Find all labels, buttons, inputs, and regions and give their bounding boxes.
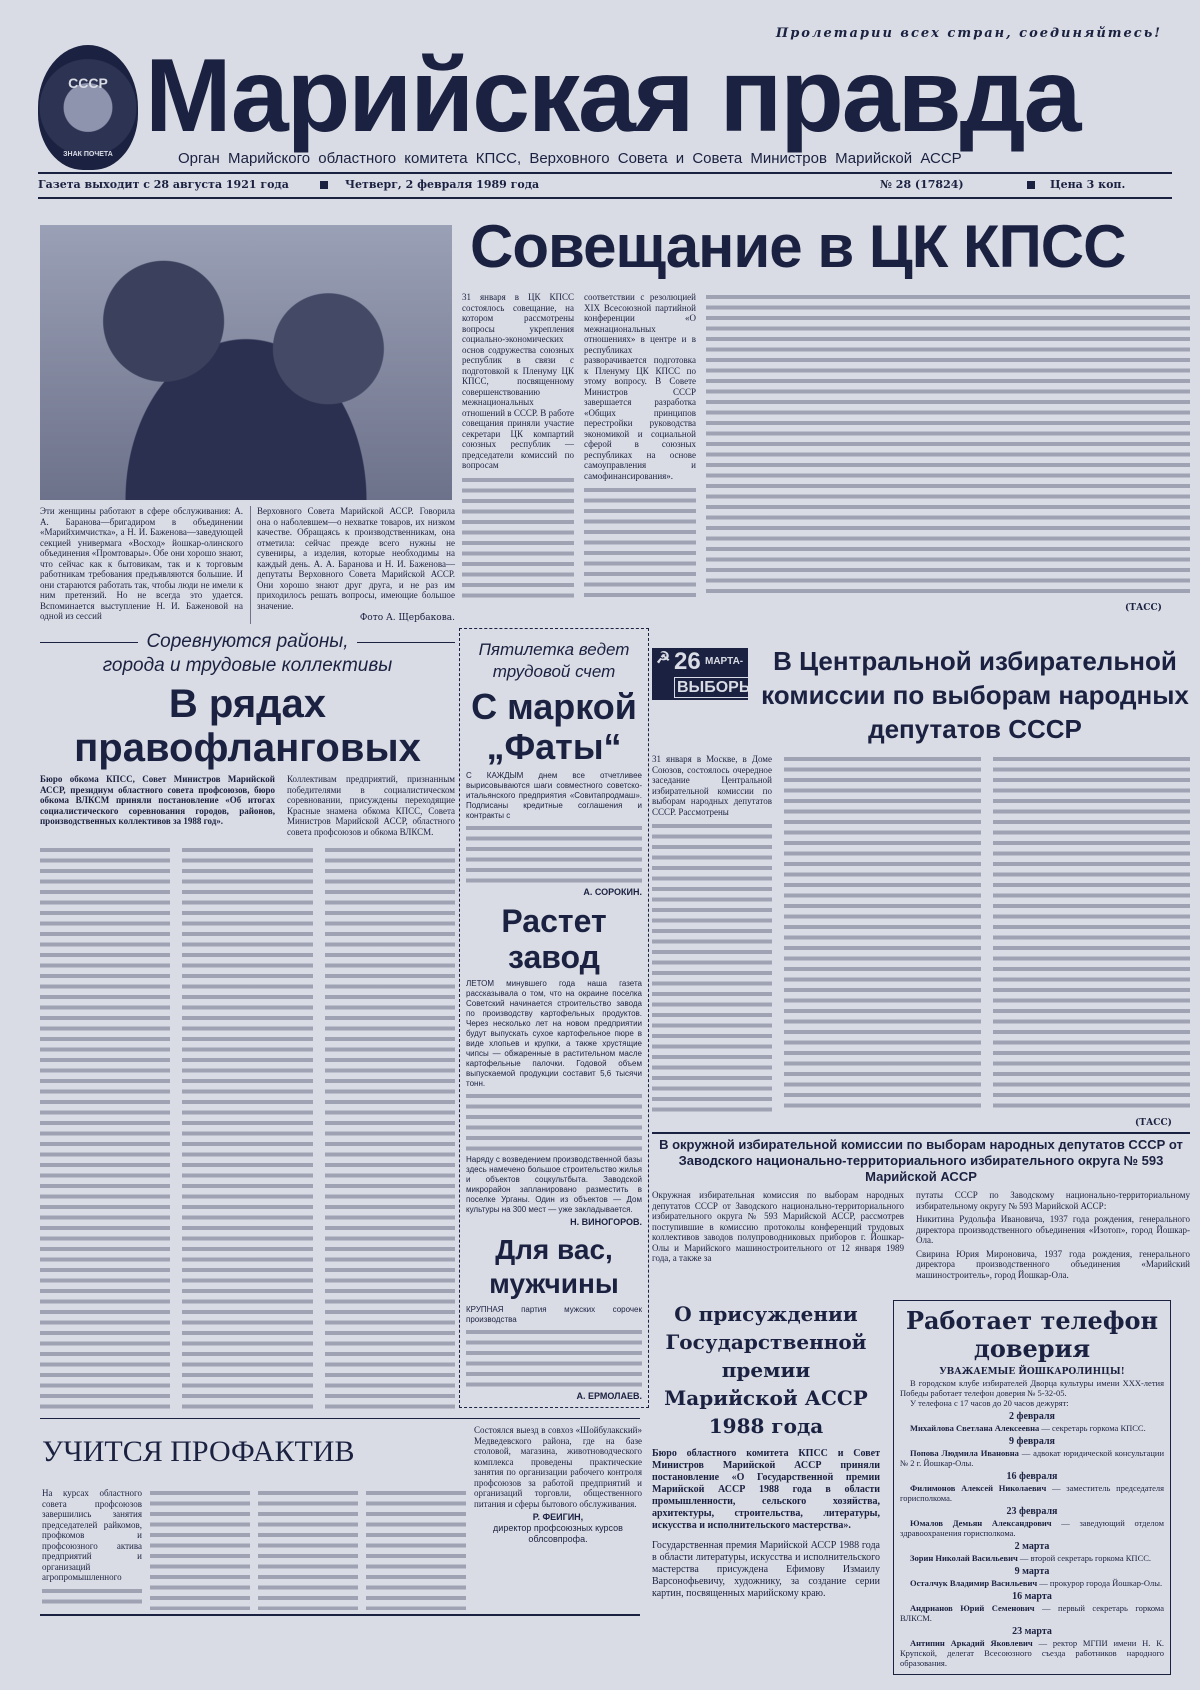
fata-headline: С маркой „Фаты“: [471, 686, 637, 767]
schedule-date: 9 марта: [1014, 1566, 1050, 1577]
training-body: [258, 1488, 358, 1610]
men-signature: А. ЕРМОЛАЕВ.: [576, 1391, 642, 1401]
competition-kicker-1: Соревнуются районы,: [146, 631, 349, 652]
lead-body: [462, 292, 1190, 598]
five-year-kicker-2: трудовой счет: [492, 662, 616, 681]
elections-body-fill: [993, 754, 1190, 1114]
schedule-role: заведующий отделом здравоохранения горисполкома.: [900, 1518, 1164, 1538]
schedule-role: первый секретарь горкома ВЛКСМ.: [900, 1603, 1164, 1623]
district-text-col3: путаты СССР по Заводскому национально-территориальному избирательному округу № 593 Марийской АССР:: [916, 1190, 1190, 1211]
photo-caption-right-block: [250, 506, 455, 624]
schedule-entry: [900, 1518, 1164, 1538]
elections-body: [652, 754, 1190, 1114]
training-text: На курсах областного совета профсоюзов завершились занятия председателей райкомов, профкомов и профсоюзного актива предприятий и организаций агропромышленного: [42, 1488, 142, 1582]
dash: —: [1034, 1603, 1059, 1613]
emblem-text: ЗНАК ПОЧЕТА: [63, 151, 113, 158]
lead-text-body: [584, 485, 696, 598]
competition-body: [40, 845, 455, 1410]
training-signature: Р. ФЕИГИН,: [532, 1512, 584, 1522]
schedule-date: 23 февраля: [1006, 1506, 1058, 1517]
schedule-date: 23 марта: [1012, 1626, 1052, 1637]
district-headline: В окружной избирательной комиссии по выборам народных депутатов СССР от Заводского национально-территориального избирательного округа № 593 Марийской АССР: [659, 1137, 1183, 1184]
schedule-person: Зорин Николай Васильевич: [910, 1553, 1018, 1563]
founded-date: Газета выходит с 28 августа 1921 года: [38, 178, 289, 191]
hotline-hours: У телефона с 17 часов до 20 часов дежурят:: [910, 1398, 1069, 1408]
competition-text: Коллективам предприятий, признанным победителями в социалистическом соревновании, присуждены переходящие Красные знамена обкома КПСС, Совета Министров Марийской АССР, областного совета профсоюзов и обкома ВЛКСМ.: [287, 774, 455, 837]
schedule-role: заместитель председателя горисполкома.: [900, 1483, 1164, 1503]
dash: —: [1051, 1518, 1080, 1528]
issue-number: № 28 (17824): [880, 178, 964, 191]
district-body: [652, 1190, 1190, 1280]
schedule-entry: [900, 1423, 1164, 1433]
photo-caption: [40, 506, 455, 624]
schedule-date: 2 марта: [1014, 1541, 1050, 1552]
prize-headline: О присуждении Государственной премии Марийской АССР 1988 года: [664, 1302, 868, 1438]
schedule-person: Юмалов Демьян Александрович: [910, 1518, 1052, 1528]
dash: —: [1039, 1423, 1053, 1433]
divider: [652, 1132, 1190, 1134]
candidate-1: Никитина Рудольфа Ивановича, 1937 года рождения, генерального директора производственного объединения «Изотоп», город Йошкар-Ола.: [916, 1214, 1190, 1245]
schedule-person: Филимонов Алексей Николаевич: [910, 1483, 1047, 1493]
lead-text-col2: соответствии с резолюцией XIX Всесоюзной партийной конференции «О межнациональных отношениях» в центре и в республиках разворачивается подготовка к Пленуму ЦК КПСС по этому вопросу. В Совете Министров СССР завершается разработка «Общих принципов перестройки руководства экономикой и социальной сферой в союзных республиках на основе самоуправления и самофинансирования».: [584, 292, 696, 481]
competition-body-col: [325, 845, 455, 1410]
hotline-box: [893, 1300, 1171, 1675]
prize-text-1: Бюро областного комитета КПСС и Совет Министров Марийской АССР приняли постановление «О Государственной премии Марийской АССР 1988 года в области промышленности, сельского хозяйства, архитектуры, строительства, литературы, искусства и исполнительского мастерства».: [652, 1448, 880, 1531]
training-body: [366, 1488, 466, 1610]
newspaper-title: Марийская правда: [145, 38, 1080, 154]
competition-lead-row: [40, 774, 455, 837]
district-candidates: [916, 1190, 1190, 1280]
elections-signature: (ТАСС): [1135, 1118, 1172, 1128]
prize-text-2: Государственная премия Марийской АССР 1988 года в области литературы, искусства и исполнительского мастерства присуждена Ефимову Измаилу Варсонофьевичу, художнику, за создание серии картин, посвященных марийскому краю.: [652, 1540, 880, 1599]
candidate-2: Свирина Юрия Мироновича, 1937 года рождения, генерального директора производственного объединения «Марийский машиностроитель», город Йошкар-Ола.: [916, 1248, 1190, 1280]
emblem-letters: СССР: [68, 75, 108, 91]
schedule-entry: [900, 1603, 1164, 1623]
dash: —: [1037, 1578, 1050, 1588]
photo-two-women: [40, 225, 452, 500]
hammer-sickle-icon: ☭: [656, 650, 671, 667]
logo-number: 26: [674, 648, 701, 675]
factory-text: ЛЕТОМ минувшего года наша газета рассказывала о том, что на окраине поселка Советский начинается строительство завода по производству картофельных продуктов. Через несколько лет на новом предприятии будут выпускать сухое картофельное пюре в виде хлопьев и крупки, а также хрустящие чипсы — обжаренные в растительном масле картофельные палочки. Годовой объем выпускаемой продукции составит 5,6 тысячи тонн.: [466, 979, 642, 1088]
schedule-entry: [900, 1448, 1164, 1468]
hotline-greeting: УВАЖАЕМЫЕ ЙОШКАРОЛИНЦЫ!: [939, 1367, 1125, 1377]
men-text: КРУПНАЯ партия мужских сорочек производства: [466, 1305, 642, 1324]
schedule-role: прокурор города Йошкар-Олы.: [1049, 1578, 1163, 1588]
competition-body-col: [40, 845, 170, 1410]
elections-text: 31 января в Москве, в Доме Союзов, состоялось очередное заседание Центральной избирательной комиссии по выборам народных депутатов СССР. Рассмотрены: [652, 754, 772, 817]
fata-signature: А. СОРОКИН.: [583, 887, 642, 897]
dash: —: [1046, 1483, 1067, 1493]
schedule-entry: [900, 1638, 1164, 1668]
bullet: [1027, 181, 1035, 189]
training-body: [42, 1586, 142, 1611]
elections-body-fill: [652, 821, 772, 1114]
competition-body-col: [182, 845, 312, 1410]
training-text-end: Состоялся выезд в совхоз «Шойбулакский» Медведевского района, где на базе столовой, магазина, животноводческого комплекса проведены практические занятия по организации рабочего контроля профсоюзов за работой предприятий и организаций торговли, общественного питания и сферы бытового обслуживания.: [474, 1425, 642, 1509]
schedule-person: Михайлова Светлана Алексеевна: [910, 1423, 1040, 1433]
schedule-entry: [900, 1553, 1164, 1563]
hotline-schedule: [900, 1411, 1164, 1668]
factory-headline: Растет завод: [501, 903, 607, 975]
schedule-role: второй секретарь горкома КПСС.: [1030, 1553, 1152, 1563]
divider: [38, 172, 1172, 174]
schedule-role: секретарь горкома КПСС.: [1052, 1423, 1146, 1433]
divider: [357, 642, 455, 643]
divider: [40, 1614, 640, 1616]
divider: [38, 197, 1172, 199]
district-section: [652, 1137, 1190, 1280]
schedule-date: 16 февраля: [1006, 1471, 1058, 1482]
training-body: [150, 1488, 250, 1610]
emblem: [38, 45, 138, 170]
training-headline: УЧИТСЯ ПРОФАКТИВ: [42, 1435, 355, 1468]
fata-body: [466, 823, 642, 885]
elections-col-1: [652, 754, 772, 1114]
competition-lead: Бюро обкома КПСС, Совет Министров Марийской АССР, президиум областного совета профсоюзов, бюро обкома ВЛКСМ приняли постановление «Об итогах социалистического соревнования городов, районов, производственных коллективов за 1988 год».: [40, 774, 275, 826]
men-headline: Для вас, мужчины: [489, 1234, 619, 1299]
training-col-end: [474, 1425, 642, 1545]
five-year-kicker-1: Пятилетка ведет: [478, 640, 630, 659]
training-col-1: [42, 1488, 142, 1610]
schedule-date: 16 марта: [1012, 1591, 1052, 1602]
newspaper-subtitle: Орган Марийского областного комитета КПСС, Верховного Совета и Совета Министров Марийской АССР: [178, 150, 962, 167]
district-text-col1: Окружная избирательная комиссия по выборам народных депутатов СССР от Заводского национально-территориального избирательного округа № 593 Марийской АССР, рассмотрев поступившие в комиссию протоколы конференций трудовых коллективов заводов полупроводниковых приборов г. Йошкар-Олы и Марийского машиностроительного от 12 января 1989 года, а также за: [652, 1190, 904, 1263]
dash: —: [1032, 1638, 1053, 1648]
factory-signature: Н. ВИНОГОРОВ.: [570, 1217, 642, 1227]
competition-kicker-row: [40, 630, 455, 654]
elections-headline: В Центральной избирательной комиссии по выборам народных депутатов СССР: [761, 646, 1189, 744]
men-body: [466, 1327, 642, 1389]
lead-col-2: [584, 292, 696, 598]
elections-logo: [652, 648, 755, 700]
photo-credit: Фото А. Щербакова.: [359, 613, 455, 623]
hotline-headline: Работает телефон доверия: [905, 1306, 1159, 1363]
training-signature-role: директор профсоюзных курсов облсовпрофа.: [493, 1523, 623, 1544]
photo-caption-left: Эти женщины работают в сфере обслуживания: А. А. Баранова—бригадиром в объединении «Марийхимчистка», а Н. И. Баженова—заведующей секцией универмага «Восход» йошкар-олинского объединения «Промтовары». Обе они хорошо знают, что сейчас как к бытовикам, так и к торговым работникам требования предъявляются большие. И они стараются работать так, чтобы люди не имели к ним претензий. Но не всегда это удается. Вспоминается выступление Н. И. Баженовой на одной из сессий: [40, 506, 243, 621]
schedule-person: Осталчук Владимир Васильевич: [910, 1578, 1038, 1588]
left-column: [40, 506, 455, 1410]
competition-kicker-2: города и трудовые коллективы: [102, 655, 393, 676]
five-year-plan-box: [459, 628, 649, 1408]
schedule-role: ректор МГПИ имени Н. К. Крупской, делегат Всесоюзного съезда работников народного образования.: [900, 1638, 1165, 1668]
issue-date: Четверг, 2 февраля 1989 года: [345, 178, 540, 191]
divider: [40, 642, 138, 643]
logo-word: ВЫБОРЫ: [674, 677, 758, 698]
schedule-entry: [900, 1483, 1164, 1503]
factory-body: [466, 1091, 642, 1153]
elections-header: [652, 644, 1190, 746]
competition-headline: В рядах правофланговых: [74, 682, 421, 770]
elections-body-fill: [784, 754, 981, 1114]
schedule-entry: [900, 1578, 1164, 1588]
schedule-person: Антипин Аркадий Яковлевич: [910, 1638, 1033, 1648]
photo-caption-right: Верховного Совета Марийской АССР. Говорила она о наболевшем—о нехватке товаров, их низком качестве. Обращаясь к производственникам, она отметила: сейчас прежде всего нужны не сувениры, а изделия, которые необходимы на каждый день. А. А. Баранова и Н. И. Баженова—депутаты Верховного Совета Марийской АССР. Они хорошо знают друг друга, и не раз им приходилось решать вопросы, имеющие большое значение.: [257, 506, 455, 611]
schedule-role: адвокат юридической консультации № 2 г. Йошкар-Олы.: [900, 1448, 1164, 1468]
schedule-date: 2 февраля: [1009, 1411, 1055, 1422]
elections-section: [652, 644, 1190, 1114]
bullet: [320, 181, 328, 189]
schedule-person: Попова Людмила Ивановна: [910, 1448, 1019, 1458]
slogan: Пролетарии всех стран, соединяйтесь!: [775, 26, 1162, 41]
dash: —: [1018, 1448, 1034, 1458]
prize-section: [652, 1300, 880, 1600]
lead-text-col1: 31 января в ЦК КПСС состоялось совещание, на котором рассмотрены вопросы укрепления социально-экономических основ содружества союзных республик в связи с подготовкой к Пленуму ЦК КПСС, посвященному совершенствованию межнациональных отношений в СССР. В работе совещания приняли участие секретари ЦК компартий союзных республик — председатели комиссий по вопросам: [462, 292, 574, 470]
lead-headline: Совещание в ЦК КПСС: [470, 213, 1126, 280]
fata-text: С КАЖДЫМ днем все отчетливее вырисовываются шаги совместного советско-итальянского предприятия «Совитапродмаш». Подписаны кредитные соглашения и контракты с: [466, 771, 642, 820]
hotline-intro: В городском клубе избирателей Дворца культуры имени XXX-летия Победы работает телефон доверия № 5-32-05.: [900, 1378, 1164, 1398]
lead-col-1: [462, 292, 574, 598]
dash: —: [1017, 1553, 1031, 1563]
divider: [40, 1418, 640, 1419]
schedule-person: Андрианов Юрий Семенович: [910, 1603, 1035, 1613]
lead-text-body: [706, 292, 1190, 598]
schedule-date: 9 февраля: [1009, 1436, 1055, 1447]
factory-text-end: Наряду с возведением производственной базы здесь намечено большое строительство жилья и объектов соцкультбыта. Заводской микрорайон запланировано разместить в поселке Урганы. Один из объектов — Дом культуры на 300 мест — уже закладывается.: [466, 1155, 642, 1214]
lead-signature: (ТАСС): [1125, 603, 1162, 613]
lead-text-body: [462, 475, 574, 599]
price: Цена 3 коп.: [1050, 178, 1126, 191]
logo-month: МАРТА-: [705, 656, 744, 667]
